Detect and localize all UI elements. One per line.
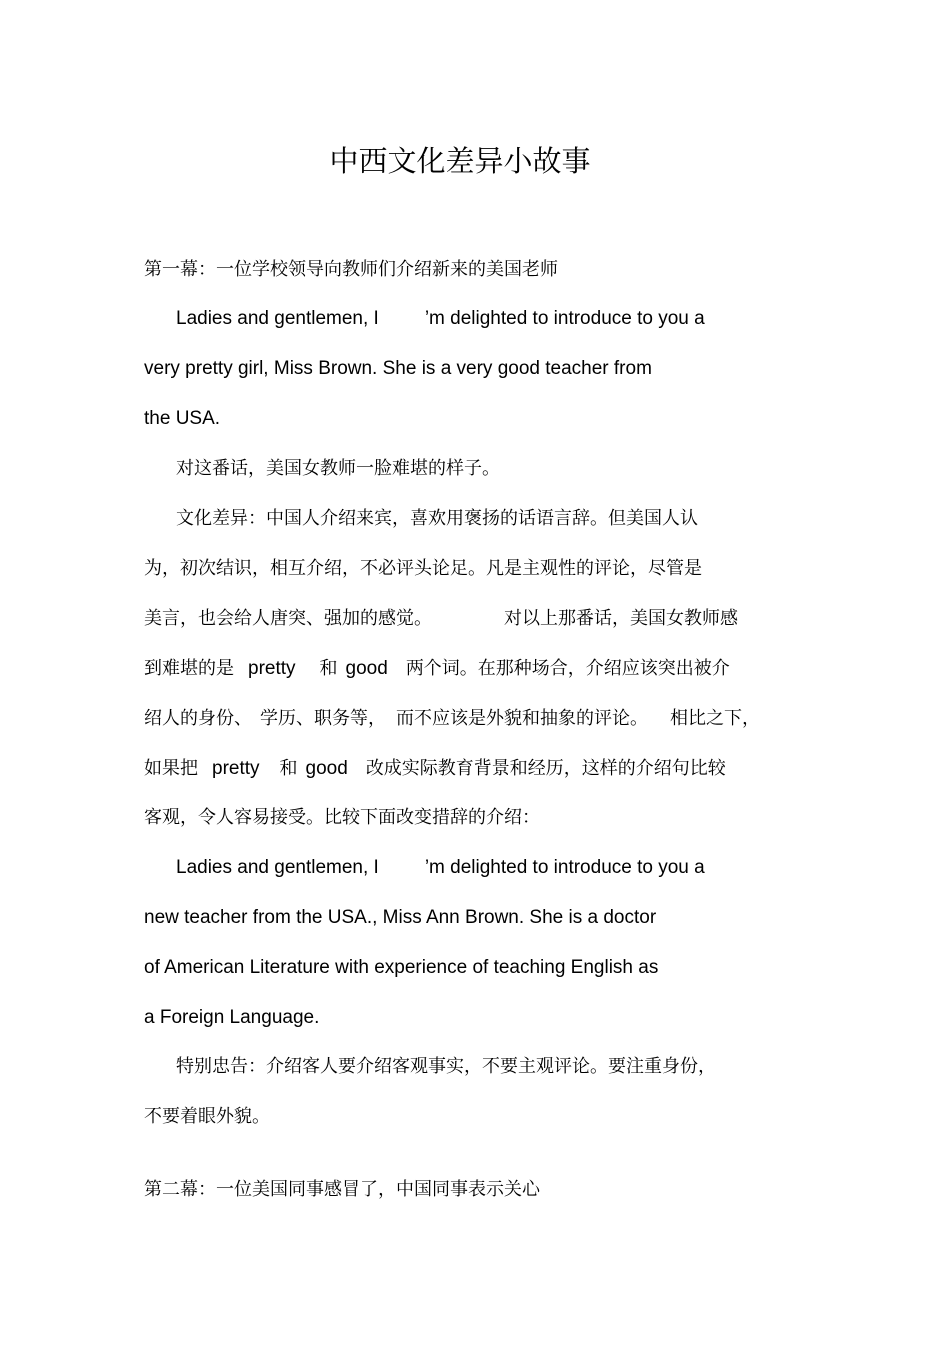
advice-line-1: 特别忠告：介绍客人要介绍客观事实，不要主观评论。要注重身份， bbox=[176, 1056, 716, 1077]
speech1-line-1 bbox=[176, 306, 705, 332]
word-good: good bbox=[345, 658, 388, 679]
speech2-part-b: ’m delighted to introduce to you a bbox=[424, 857, 705, 878]
speech1-line-3: the USA. bbox=[144, 408, 221, 429]
word-good: good bbox=[305, 758, 348, 779]
analysis-line-3a: 美言，也会给人唐突、强加的感觉。 bbox=[144, 608, 432, 629]
analysis-line-6e: 改成实际教育背景和经历，这样的介绍句比较 bbox=[365, 758, 726, 779]
analysis-line-3b: 对以上那番话，美国女教师感 bbox=[504, 608, 738, 629]
speech1-part-a: Ladies and gentlemen, I bbox=[176, 308, 379, 329]
analysis-line-6c: 和 bbox=[279, 758, 298, 779]
speech2-part-a: Ladies and gentlemen, I bbox=[176, 857, 379, 878]
analysis-line-6a: 如果把 bbox=[144, 758, 198, 779]
speech2-line-4: a Foreign Language. bbox=[144, 1007, 320, 1028]
speech1-line-2: very pretty girl, Miss Brown. She is a very good teacher from bbox=[144, 358, 652, 379]
analysis-line-4a: 到难堪的是 bbox=[144, 658, 234, 679]
speech2-line-1 bbox=[176, 855, 705, 881]
analysis-line-5a: 绍人的身份、 bbox=[144, 708, 252, 729]
speech2-line-2: new teacher from the USA., Miss Ann Brown. She is a doctor bbox=[144, 907, 657, 928]
analysis-line-7: 客观，令人容易接受。比较下面改变措辞的介绍： bbox=[144, 807, 540, 828]
analysis-line-4 bbox=[144, 656, 730, 682]
analysis-line-1: 文化差异：中国人介绍来宾，喜欢用褒扬的话语言辞。但美国人认 bbox=[176, 508, 698, 529]
scene2-heading: 第二幕：一位美国同事感冒了，中国同事表示关心 bbox=[144, 1179, 540, 1200]
speech2-line-3: of American Literature with experience of teaching English as bbox=[144, 957, 659, 978]
analysis-line-5b: 学历、职务等， bbox=[260, 708, 386, 729]
analysis-line-3 bbox=[144, 606, 738, 632]
analysis-line-4e: 两个词。在那种场合，介绍应该突出被介 bbox=[405, 658, 730, 679]
analysis-line-5c: 而不应该是外貌和抽象的评论。 bbox=[396, 708, 648, 729]
document-title: 中西文化差异小故事 bbox=[329, 144, 591, 178]
analysis-line-5d: 相比之下， bbox=[670, 708, 760, 729]
analysis-line-2: 为，初次结识，相互介绍，不必评头论足。凡是主观性的评论，尽管是 bbox=[144, 558, 702, 579]
word-pretty: pretty bbox=[248, 658, 296, 679]
analysis-line-5 bbox=[144, 706, 760, 732]
scene1-heading: 第一幕：一位学校领导向教师们介绍新来的美国老师 bbox=[144, 259, 558, 280]
advice-line-2: 不要着眼外貌。 bbox=[144, 1106, 270, 1127]
speech1-part-b: ’m delighted to introduce to you a bbox=[424, 308, 705, 329]
word-pretty: pretty bbox=[212, 758, 260, 779]
analysis-line-6 bbox=[144, 756, 726, 782]
analysis-line-4c: 和 bbox=[319, 658, 338, 679]
reaction-paragraph: 对这番话，美国女教师一脸难堪的样子。 bbox=[176, 458, 500, 479]
